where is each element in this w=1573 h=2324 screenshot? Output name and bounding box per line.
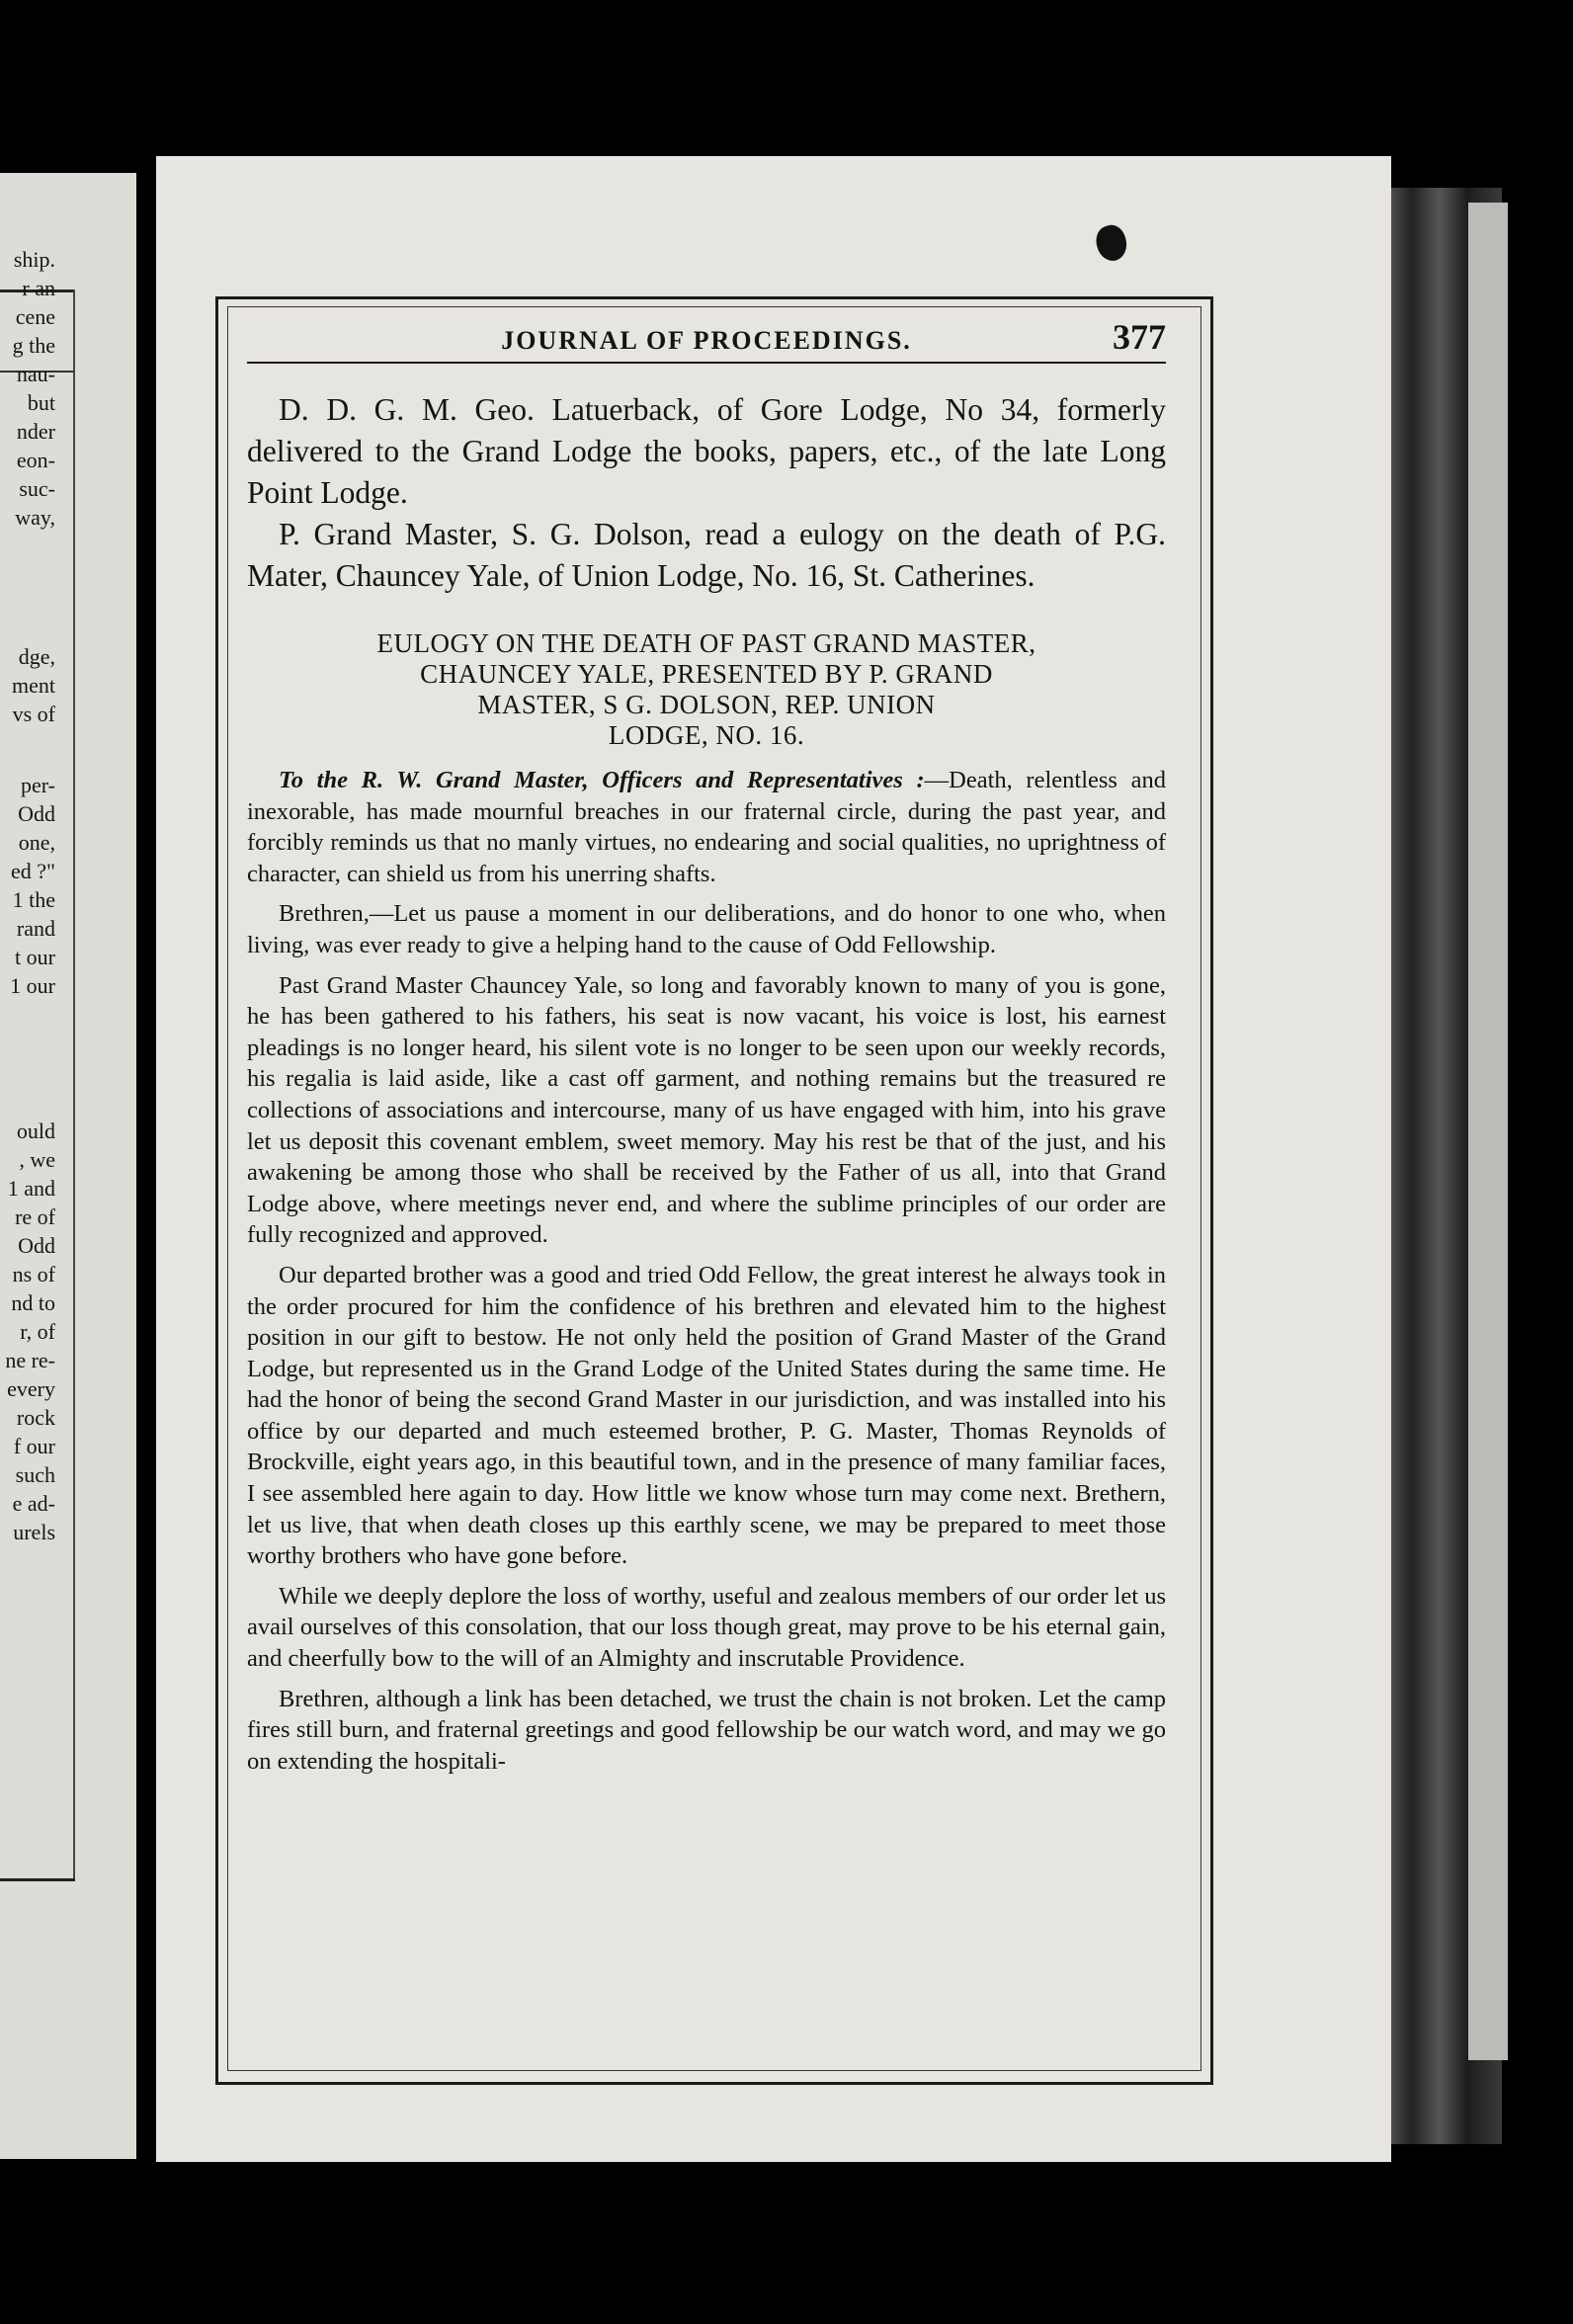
left-page-column-rule [73, 290, 75, 1880]
eulogy-paragraph [247, 765, 1166, 889]
left-page-bottom-rule [0, 1878, 75, 1881]
left-page-fragment: nder [16, 419, 55, 444]
left-page-fragment: ment [12, 673, 55, 698]
eulogy-heading [267, 628, 1146, 751]
left-page-fragment: re of [15, 1204, 55, 1229]
left-facing-page [0, 173, 136, 2159]
left-page-fragment: f our [13, 1434, 55, 1458]
left-page-fragment: g the [12, 333, 55, 358]
left-page-fragment: Odd [18, 1233, 55, 1258]
left-page-fragment: every [7, 1376, 55, 1401]
eulogy-paragraph: Past Grand Master Chauncey Yale, so long and favorably known to many of you is gone, he has been gathered to his fathers, his seat is now vacant, his voice is lost, his earnest pleadings is no longer heard, his silent vote is no longer to be seen upon our weekly records, his regalia is laid aside, like a cast off garment, and nothing remains but the treasured re collections of associations and intercourse, many of us have engaged with him, into his grave let us deposit this covenant emblem, sweet memory. May his rest be that of the just, and his awakening be among those who shall be received by the Father of us all, into that Grand Lodge above, where meetings never end, and where the sublime principles of our order are fully recognized and approved. [247, 971, 1166, 1249]
minutes-paragraph: P. Grand Master, S. G. Dolson, read a eulogy on the death of P.G. Mater, Chauncey Yale, of Union Lodge, No. 16, St. Catherines. [247, 517, 1166, 593]
left-page-fragment: dge, [18, 644, 55, 669]
left-page-fragment: per- [21, 773, 55, 797]
left-page-fragment: rock [16, 1405, 55, 1430]
left-page-fragment: , we [19, 1147, 55, 1172]
left-page-fragment: nd to [11, 1290, 55, 1315]
running-title: JOURNAL OF PROCEEDINGS. [501, 326, 912, 355]
page-edge-strip [1468, 203, 1508, 2060]
left-page-fragment: vs of [12, 702, 55, 726]
eulogy-paragraph-text: —Death, relentless and inexorable, has made mournful breaches in our fraternal circle, during the past year, and forcibly reminds us that no manly virtues, no endearing and social qualities, no uprightness of character, can shield us from his unerring shafts. [247, 767, 1166, 887]
left-page-fragment: Odd [18, 801, 55, 826]
left-page-fragment: ship. [13, 247, 55, 272]
left-page-fragment: ns of [12, 1262, 55, 1286]
eulogy-paragraph: Brethren,—Let us pause a moment in our deliberations, and do honor to one who, when living, was ever ready to give a helping hand to the cause of Odd Fellowship. [247, 900, 1166, 958]
eulogy-heading-line: CHAUNCEY YALE, PRESENTED BY P. GRAND [420, 659, 993, 689]
left-page-fragment: cene [15, 304, 55, 329]
eulogy-heading-line: LODGE, NO. 16. [608, 720, 805, 750]
left-page-fragment: one, [18, 830, 55, 855]
left-page-fragment: 1 the [12, 887, 55, 912]
left-page-fragment: eon- [16, 448, 55, 472]
eulogy-heading-line: MASTER, S G. DOLSON, REP. UNION [477, 690, 936, 719]
left-page-fragment: r, of [20, 1319, 55, 1344]
left-page-fragment: 1 our [10, 973, 55, 998]
left-page-fragment: such [15, 1462, 55, 1487]
left-page-fragment: but [27, 390, 55, 415]
left-page-fragment: way, [15, 505, 55, 530]
left-page-fragment: e ad- [12, 1491, 55, 1516]
left-page-fragment: ne re- [5, 1348, 55, 1372]
left-page-fragment: 1 and [7, 1176, 55, 1201]
eulogy-paragraph: Brethren, although a link has been detached, we trust the chain is not broken. Let the camp fires still burn, and fraternal greetings and good fellowship be our watch word, and may we go on extending the hospitali- [247, 1685, 1166, 1775]
salutation: To the R. W. Grand Master, Officers and Representatives : [279, 767, 925, 793]
left-page-fragment: ould [16, 1119, 55, 1143]
page-number: 377 [1113, 317, 1166, 357]
left-page-fragment: rand [16, 916, 55, 941]
eulogy-paragraph: While we deeply deplore the loss of worthy, useful and zealous members of our order let us avail ourselves of this consolation, that our loss though great, may prove to be his eternal gain, and cheerfully bow to the will of an Almighty and inscrutable Providence. [247, 1582, 1166, 1673]
left-page-fragment: t our [15, 945, 55, 969]
left-page-fragment: r an [22, 276, 55, 300]
running-header [247, 314, 1166, 364]
eulogy-paragraph: Our departed brother was a good and tried Odd Fellow, the great interest he always took in the order procured for him the confidence of his brethren and elevated him to the highest position in our gift to bestow. He not only held the position of Grand Master of the Grand Lodge, but represented us in the Grand Lodge of the United States during the same time. He had the honor of being the second Grand Master in our jurisdiction, and was installed into his office by our departed and much esteemed brother, P. G. Master, Thomas Reynolds of Brockville, eight years ago, in this beautiful town, and in the presence of many familiar faces, I see assembled here again to day. How little we know whose turn may come next. Brethern, let us live, that when death closes up this earthly scene, we may be prepared to meet those worthy brothers who have gone before. [247, 1261, 1166, 1570]
left-page-fragment: nau- [16, 362, 55, 386]
eulogy-heading-line: EULOGY ON THE DEATH OF PAST GRAND MASTER, [376, 628, 1036, 658]
minutes-paragraph: D. D. G. M. Geo. Latuerback, of Gore Lodge, No 34, formerly delivered to the Grand Lodge the books, papers, etc., of the late Long Point Lodge. [247, 392, 1166, 510]
left-page-fragment: urels [13, 1520, 55, 1544]
left-page-fragment: suc- [19, 476, 55, 501]
left-page-fragment: ed ?" [10, 859, 55, 883]
page-content [247, 314, 1166, 2053]
